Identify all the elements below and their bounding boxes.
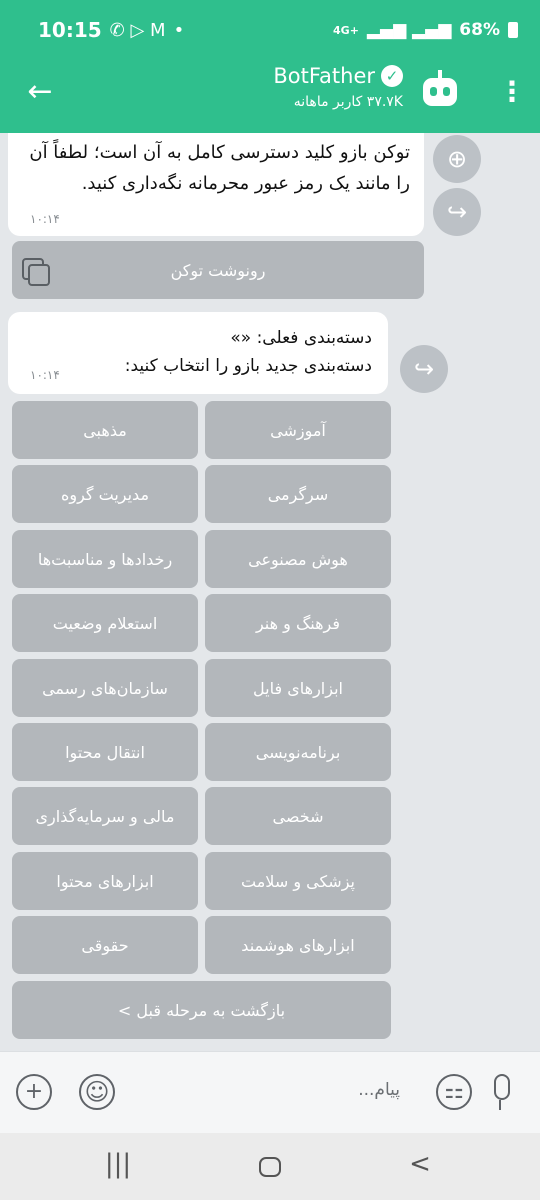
system-nav-bar [0, 1133, 540, 1200]
battery-percent: 68% [459, 20, 500, 40]
category-message-bubble [8, 312, 388, 394]
current-category-text: دسته‌بندی فعلی: «» [230, 328, 372, 348]
message-time: ۱۰:۱۴ [30, 368, 60, 382]
category-button[interactable] [12, 401, 198, 459]
category-label: سرگرمی [267, 484, 329, 504]
category-button[interactable] [205, 916, 391, 974]
category-label: برنامه‌نویسی [255, 742, 341, 762]
category-label: شخصی [272, 806, 324, 826]
mini-apps-icon[interactable]: ⚏ [436, 1074, 472, 1110]
category-button[interactable] [12, 659, 198, 717]
choose-category-text: دسته‌بندی جدید بازو را انتخاب کنید: [124, 356, 372, 376]
message-input[interactable]: پیام... [358, 1080, 400, 1100]
category-label: حقوقی [81, 935, 129, 955]
category-label: مذهبی [83, 420, 127, 440]
category-label: رخدادها و مناسبت‌ها [37, 549, 173, 569]
recent-apps-icon[interactable]: ||| [104, 1149, 132, 1179]
category-button[interactable] [205, 723, 391, 781]
status-right [333, 20, 518, 40]
category-button[interactable] [12, 916, 198, 974]
add-attachment-icon[interactable]: + [16, 1074, 52, 1110]
category-label: فرهنگ و هنر [255, 613, 341, 633]
category-button[interactable] [205, 594, 391, 652]
category-label: ابزارهای هوشمند [241, 935, 355, 955]
category-button[interactable] [12, 465, 198, 523]
category-button[interactable] [12, 594, 198, 652]
copy-token-label: رونوشت توکن [170, 260, 266, 280]
add-reaction-icon[interactable]: ⊕ [433, 135, 481, 183]
back-step-label: بازگشت به مرحله قبل > [117, 1000, 286, 1020]
back-step-button[interactable] [12, 981, 391, 1039]
bot-avatar[interactable] [418, 70, 462, 114]
bot-name-row [273, 64, 403, 88]
category-button[interactable] [205, 852, 391, 910]
category-button[interactable] [205, 401, 391, 459]
message-input-bar [0, 1051, 540, 1133]
category-label: مدیریت گروه [60, 484, 150, 504]
token-message-text: توکن بازو کلید دسترسی کامل به آن است؛ لطفاً آن را مانند یک رمز عبور محرمانه نگه‌داری کنید. [29, 142, 410, 194]
category-button[interactable] [12, 530, 198, 588]
category-button[interactable] [12, 723, 198, 781]
forward-icon[interactable]: ↪ [400, 345, 448, 393]
category-label: هوش مصنوعی [248, 549, 348, 569]
system-back-icon[interactable]: < [409, 1149, 431, 1179]
more-menu-icon[interactable]: ⋮ [498, 75, 526, 108]
verified-badge-icon: ✓ [381, 65, 403, 87]
copy-icon [22, 258, 48, 284]
chat-header [0, 60, 540, 133]
notification-dot: • [173, 19, 185, 41]
status-time: 10:15 [38, 18, 102, 42]
forward-icon[interactable]: ↪ [433, 188, 481, 236]
bot-name: BotFather [273, 64, 375, 88]
category-button[interactable] [205, 659, 391, 717]
category-label: انتقال محتوا [65, 742, 145, 762]
category-label: پزشکی و سلامت [241, 871, 355, 891]
message-time: ۱۰:۱۴ [30, 212, 60, 226]
network-type: 4G+ [333, 23, 359, 37]
category-label: مالی و سرمایه‌گذاری [35, 806, 175, 826]
category-button[interactable] [12, 787, 198, 845]
chat-title-block[interactable] [273, 64, 403, 110]
microphone-icon[interactable] [484, 1074, 516, 1112]
category-label: ابزارهای محتوا [56, 871, 154, 891]
chat-area[interactable] [0, 133, 540, 1051]
status-bar [0, 0, 540, 60]
signal-icon: ▂▄▆ ▂▄▆ [366, 20, 452, 40]
home-icon[interactable] [259, 1157, 281, 1177]
category-label: استعلام وضعیت [52, 613, 158, 633]
category-button[interactable] [205, 530, 391, 588]
category-label: آموزشی [270, 420, 326, 440]
copy-token-button[interactable] [12, 241, 424, 299]
emoji-icon[interactable]: ☺ [79, 1074, 115, 1110]
category-label: سازمان‌های رسمی [42, 678, 168, 698]
status-left [38, 18, 184, 42]
battery-icon [508, 22, 518, 38]
token-message-bubble [8, 133, 424, 236]
robot-icon [423, 78, 457, 106]
category-button[interactable] [12, 852, 198, 910]
notification-icons: ✆ ▷ M [109, 19, 166, 41]
category-button[interactable] [205, 787, 391, 845]
back-arrow-icon[interactable]: ← [27, 74, 53, 109]
category-button[interactable] [205, 465, 391, 523]
monthly-users: ۳۷.۷K کاربر ماهانه [293, 94, 403, 110]
category-label: ابزارهای فایل [253, 678, 343, 698]
